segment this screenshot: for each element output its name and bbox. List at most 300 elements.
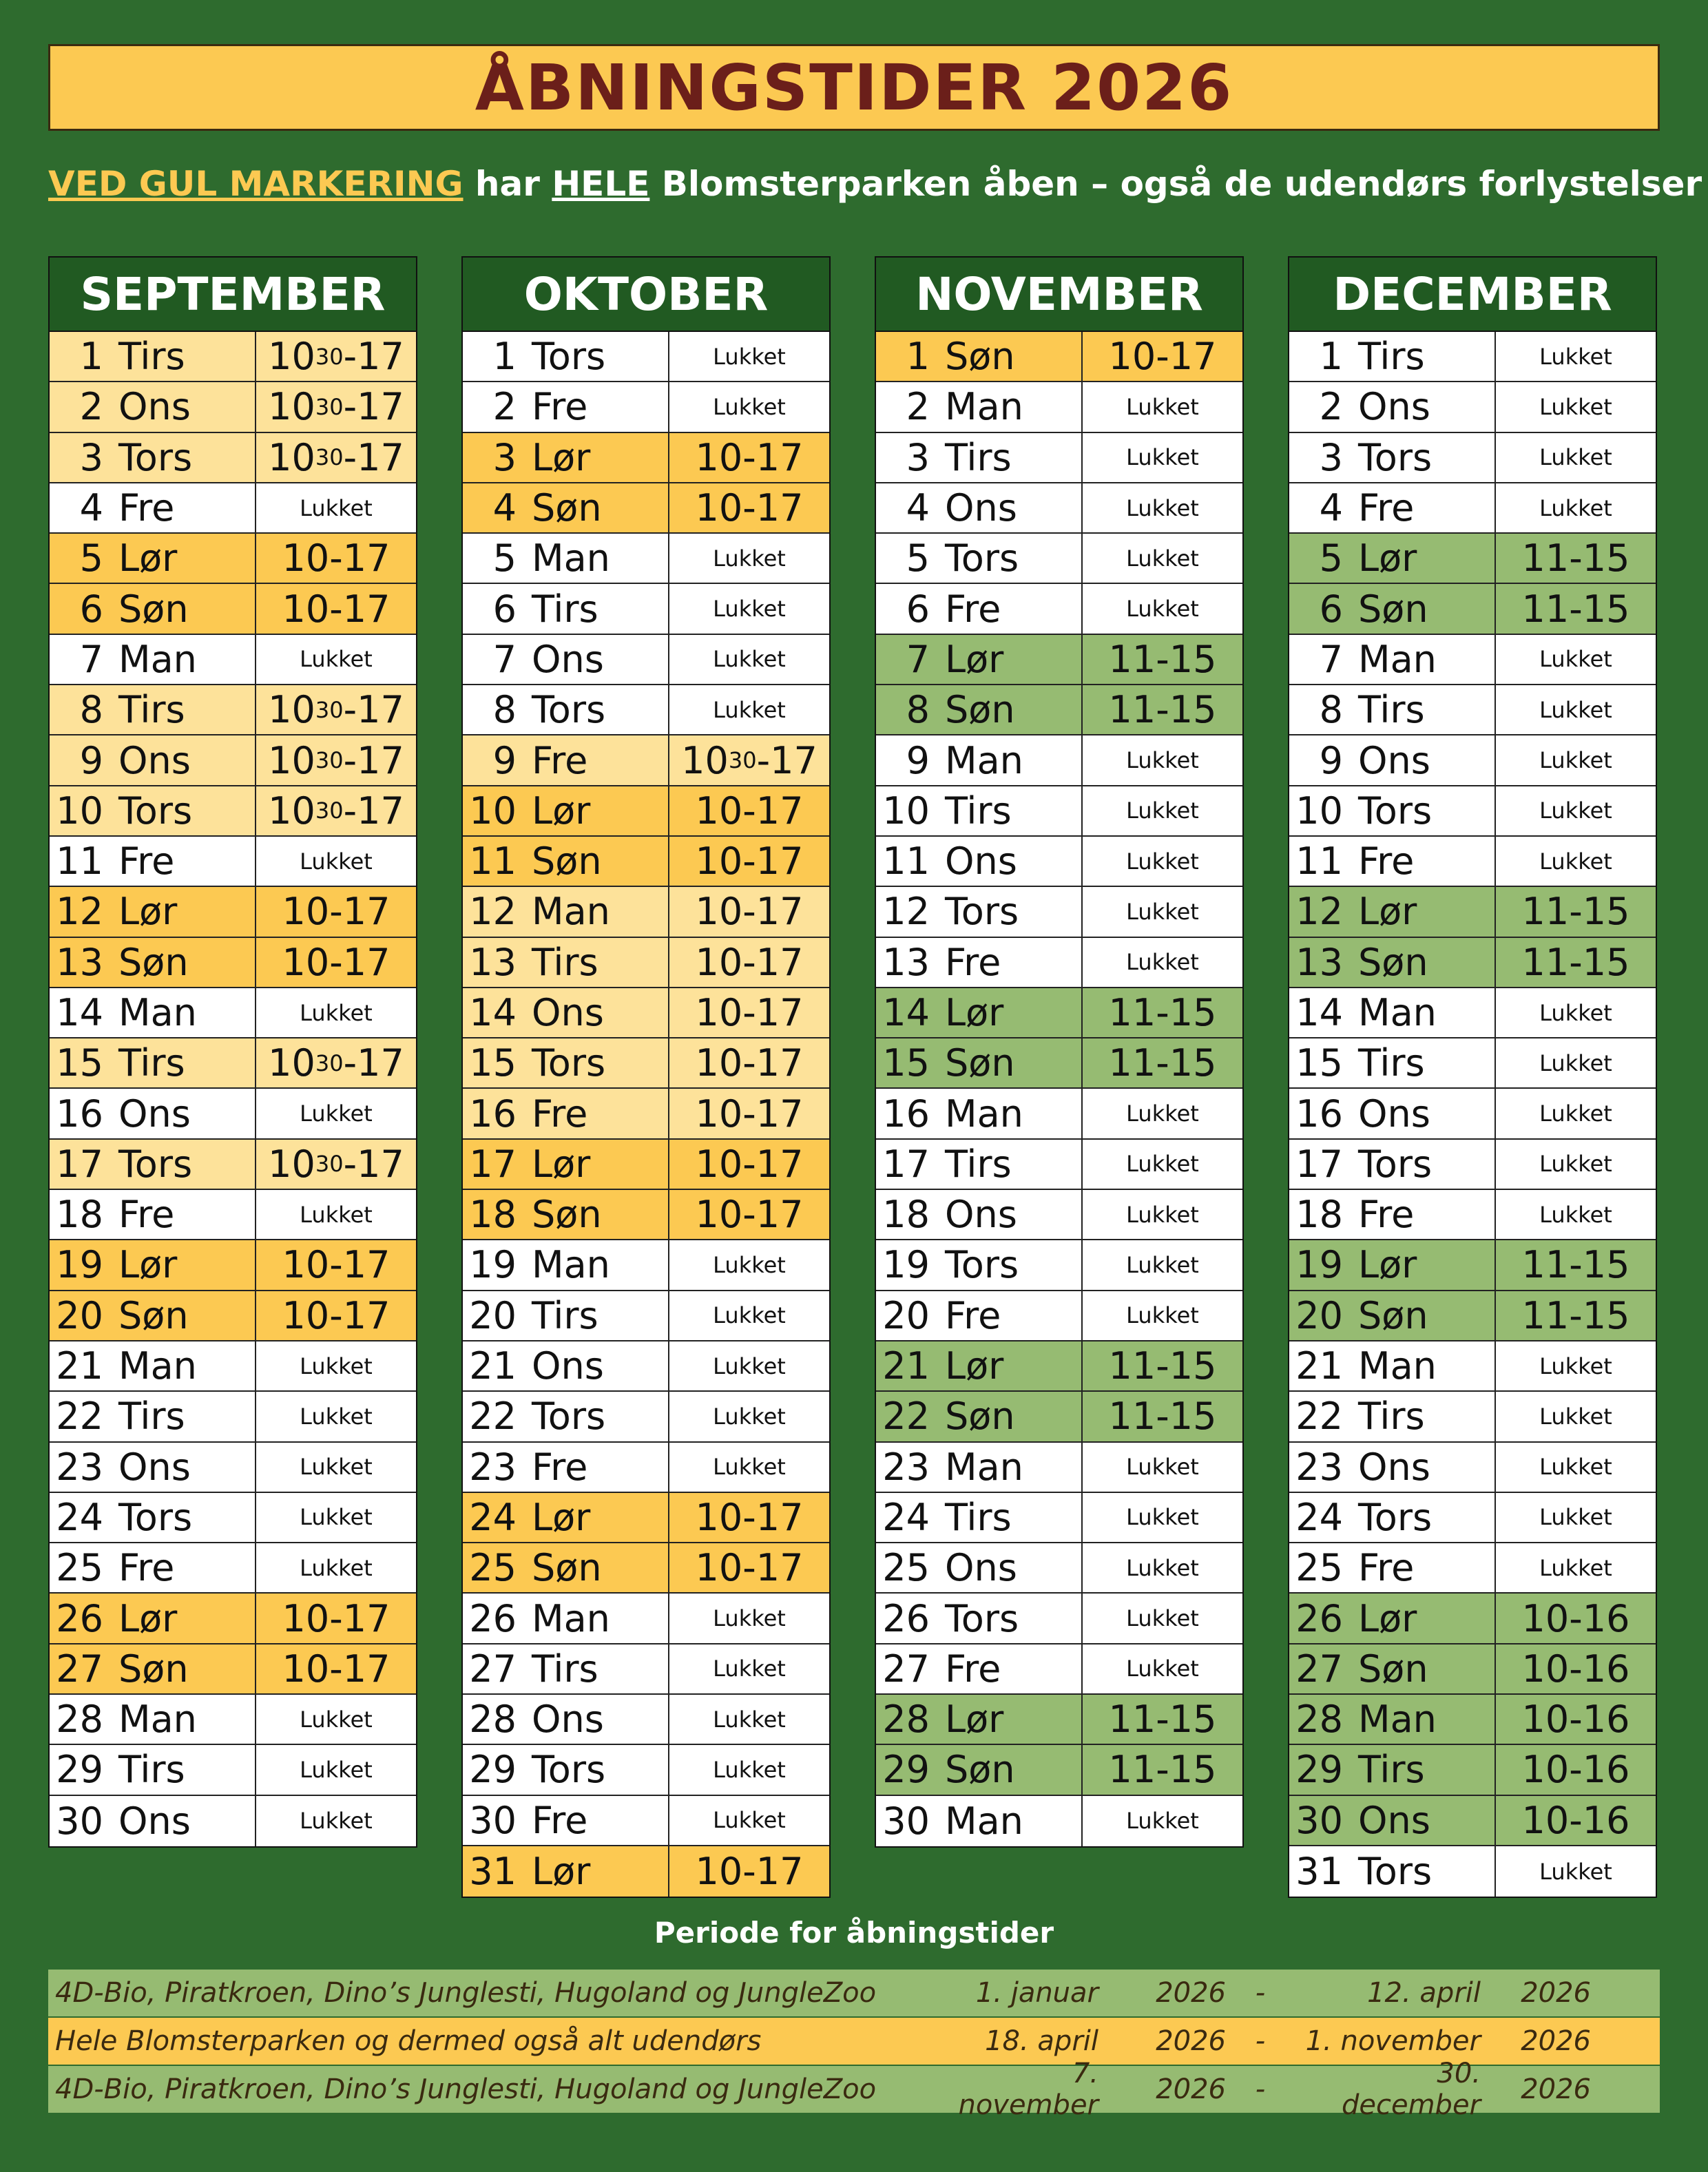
weekday-name: Tors bbox=[945, 1243, 1019, 1287]
weekday-name: Lør bbox=[532, 789, 591, 833]
day-row bbox=[50, 1543, 416, 1594]
day-number: 16 bbox=[1295, 1092, 1343, 1136]
period-start-date: 18. april bbox=[985, 2025, 1098, 2057]
day-number: 22 bbox=[882, 1395, 930, 1439]
period-start-year: 2026 bbox=[1156, 2074, 1226, 2105]
period-table bbox=[48, 1970, 1660, 2121]
day-row bbox=[876, 1291, 1242, 1341]
opening-hours: Lukket bbox=[1539, 646, 1612, 673]
day-number: 26 bbox=[469, 1596, 517, 1640]
day-row bbox=[1289, 483, 1656, 534]
day-row bbox=[1289, 1493, 1656, 1543]
day-cell bbox=[876, 1443, 1083, 1492]
weekday-name: Tirs bbox=[1358, 1041, 1425, 1085]
opening-hours: Lukket bbox=[1539, 1554, 1612, 1581]
weekday-name: Lør bbox=[945, 1344, 1004, 1388]
weekday-name: Tors bbox=[1358, 1495, 1433, 1539]
day-row bbox=[876, 635, 1242, 685]
month-table-oktober bbox=[461, 256, 831, 1898]
opening-hours: Lukket bbox=[713, 646, 786, 673]
opening-hours: Lukket bbox=[1126, 747, 1199, 774]
opening-hours: Lukket bbox=[1126, 545, 1199, 572]
period-dash: - bbox=[1255, 2025, 1266, 2057]
day-number: 30 bbox=[56, 1799, 103, 1843]
day-cell bbox=[876, 483, 1083, 532]
day-number: 3 bbox=[79, 435, 103, 479]
weekday-name: Søn bbox=[532, 839, 602, 884]
day-row bbox=[876, 534, 1242, 584]
day-cell bbox=[876, 1796, 1083, 1846]
day-number: 6 bbox=[492, 587, 517, 631]
day-row bbox=[463, 382, 829, 432]
day-cell bbox=[463, 988, 669, 1037]
opening-hours: Lukket bbox=[1126, 1656, 1199, 1682]
day-row bbox=[50, 1089, 416, 1139]
weekday-name: Tirs bbox=[532, 940, 598, 984]
day-row bbox=[1289, 1846, 1656, 1897]
day-row bbox=[1289, 938, 1656, 988]
opening-hours: 10-17 bbox=[695, 991, 804, 1034]
opening-hours: Lukket bbox=[1126, 1251, 1199, 1278]
weekday-name: Fre bbox=[1358, 1546, 1415, 1590]
day-cell bbox=[876, 1392, 1083, 1441]
opening-hours: 10 30 -17 bbox=[268, 435, 404, 479]
opening-hours: Lukket bbox=[300, 1554, 373, 1581]
opening-hours: 11-15 bbox=[1521, 940, 1630, 984]
day-cell bbox=[876, 1493, 1083, 1542]
weekday-name: Søn bbox=[118, 587, 189, 631]
opening-hours: 10-17 bbox=[695, 1142, 804, 1186]
opening-hours: Lukket bbox=[1539, 393, 1612, 420]
day-cell bbox=[1289, 1240, 1496, 1289]
day-cell bbox=[463, 1140, 669, 1189]
day-row bbox=[876, 735, 1242, 786]
opening-hours: Lukket bbox=[1539, 444, 1612, 471]
day-row bbox=[1289, 1392, 1656, 1442]
day-row bbox=[463, 1341, 829, 1392]
day-cell bbox=[876, 837, 1083, 886]
period-end-year: 2026 bbox=[1521, 2074, 1591, 2105]
subtitle-highlight: VED GUL MARKERING bbox=[48, 164, 464, 204]
weekday-name: Søn bbox=[118, 940, 189, 984]
opening-hours: 11-15 bbox=[1108, 1395, 1217, 1439]
opening-hours: 10-17 bbox=[1108, 335, 1217, 379]
opening-hours: Lukket bbox=[1539, 1201, 1612, 1228]
day-row bbox=[50, 1240, 416, 1291]
weekday-name: Søn bbox=[945, 1041, 1015, 1085]
weekday-name: Lør bbox=[1358, 890, 1417, 934]
weekday-name: Tirs bbox=[945, 789, 1012, 833]
day-cell bbox=[463, 786, 669, 835]
opening-hours: Lukket bbox=[1126, 1151, 1199, 1178]
day-row bbox=[1289, 1695, 1656, 1745]
day-number: 18 bbox=[56, 1193, 103, 1237]
day-row bbox=[1289, 1543, 1656, 1594]
day-row bbox=[1289, 1594, 1656, 1644]
day-row bbox=[876, 332, 1242, 382]
day-number: 26 bbox=[1295, 1596, 1343, 1640]
period-dash: - bbox=[1255, 2074, 1266, 2105]
weekday-name: Tirs bbox=[532, 1293, 598, 1337]
day-number: 12 bbox=[1295, 890, 1343, 934]
day-cell bbox=[1289, 1341, 1496, 1390]
day-number: 6 bbox=[79, 587, 103, 631]
opening-hours: 10-17 bbox=[282, 1293, 390, 1337]
opening-hours: 10 30 -17 bbox=[681, 738, 817, 782]
day-row bbox=[876, 786, 1242, 837]
day-cell bbox=[876, 938, 1083, 987]
weekday-name: Fre bbox=[118, 486, 175, 530]
day-cell bbox=[50, 483, 256, 532]
day-cell bbox=[1289, 685, 1496, 734]
period-start-year: 2026 bbox=[1156, 1977, 1226, 2009]
day-cell bbox=[463, 1594, 669, 1642]
day-number: 14 bbox=[1295, 991, 1343, 1034]
day-number: 9 bbox=[492, 738, 517, 782]
weekday-name: Tirs bbox=[1358, 1395, 1425, 1439]
opening-hours: 10-17 bbox=[695, 940, 804, 984]
weekday-name: Tors bbox=[118, 789, 193, 833]
weekday-name: Tirs bbox=[118, 335, 185, 379]
day-cell bbox=[50, 1493, 256, 1542]
weekday-name: Man bbox=[532, 890, 610, 934]
day-cell bbox=[1289, 1846, 1496, 1897]
day-row bbox=[876, 1695, 1242, 1745]
opening-hours: 10-17 bbox=[695, 890, 804, 934]
month-header: OKTOBER bbox=[463, 258, 829, 332]
day-row bbox=[463, 988, 829, 1038]
day-cell bbox=[463, 1745, 669, 1794]
day-cell bbox=[876, 1240, 1083, 1289]
opening-hours: Lukket bbox=[1126, 596, 1199, 623]
day-row bbox=[463, 1594, 829, 1644]
day-number: 7 bbox=[906, 637, 930, 681]
day-cell bbox=[876, 1038, 1083, 1087]
month-table-november bbox=[875, 256, 1244, 1848]
weekday-name: Man bbox=[1358, 1698, 1437, 1742]
weekday-name: Tors bbox=[532, 1748, 606, 1792]
day-number: 5 bbox=[79, 536, 103, 581]
weekday-name: Søn bbox=[945, 688, 1015, 732]
weekday-name: Tirs bbox=[945, 1142, 1012, 1186]
day-number: 12 bbox=[882, 890, 930, 934]
weekday-name: Søn bbox=[945, 1395, 1015, 1439]
day-row bbox=[1289, 988, 1656, 1038]
day-cell bbox=[50, 1594, 256, 1642]
day-number: 14 bbox=[469, 991, 517, 1034]
day-cell bbox=[876, 534, 1083, 583]
day-number: 21 bbox=[1295, 1344, 1343, 1388]
day-cell bbox=[50, 1291, 256, 1340]
day-number: 25 bbox=[56, 1546, 103, 1590]
opening-hours: Lukket bbox=[713, 1807, 786, 1834]
weekday-name: Ons bbox=[945, 839, 1017, 884]
day-number: 29 bbox=[56, 1748, 103, 1792]
day-cell bbox=[50, 735, 256, 784]
day-cell bbox=[876, 1341, 1083, 1390]
weekday-name: Man bbox=[118, 991, 197, 1034]
opening-hours: Lukket bbox=[1126, 898, 1199, 925]
day-row bbox=[50, 1291, 416, 1341]
weekday-name: Ons bbox=[118, 1092, 191, 1136]
day-number: 21 bbox=[469, 1344, 517, 1388]
weekday-name: Man bbox=[1358, 1344, 1437, 1388]
day-cell bbox=[1289, 1543, 1496, 1592]
day-row bbox=[50, 887, 416, 937]
day-number: 15 bbox=[56, 1041, 103, 1085]
day-number: 22 bbox=[469, 1395, 517, 1439]
opening-hours: Lukket bbox=[713, 1656, 786, 1682]
day-number: 15 bbox=[1295, 1041, 1343, 1085]
day-row bbox=[50, 1493, 416, 1543]
weekday-name: Tors bbox=[1358, 1142, 1433, 1186]
period-title: Periode for åbningstider bbox=[654, 1916, 1054, 1950]
day-row bbox=[463, 332, 829, 382]
day-number: 8 bbox=[1319, 688, 1343, 732]
weekday-name: Tors bbox=[945, 1596, 1019, 1640]
weekday-name: Søn bbox=[1358, 587, 1428, 631]
opening-hours: 10-16 bbox=[1521, 1798, 1630, 1842]
weekday-name: Lør bbox=[1358, 1243, 1417, 1287]
day-row bbox=[876, 584, 1242, 634]
period-description: 4D-Bio, Piratkroen, Dino’s Junglesti, Hugoland og JungleZoo bbox=[55, 2074, 877, 2105]
day-row bbox=[50, 685, 416, 735]
day-cell bbox=[463, 433, 669, 482]
day-cell bbox=[876, 584, 1083, 633]
opening-hours: Lukket bbox=[1539, 1454, 1612, 1481]
day-cell bbox=[463, 685, 669, 734]
day-number: 17 bbox=[1295, 1142, 1343, 1186]
day-row bbox=[876, 1796, 1242, 1846]
day-number: 14 bbox=[56, 991, 103, 1034]
opening-hours: Lukket bbox=[713, 1403, 786, 1430]
weekday-name: Man bbox=[118, 1698, 197, 1742]
day-row bbox=[463, 938, 829, 988]
day-number: 2 bbox=[79, 385, 103, 429]
day-row bbox=[876, 1240, 1242, 1291]
day-cell bbox=[876, 685, 1083, 734]
day-number: 6 bbox=[1319, 587, 1343, 631]
day-cell bbox=[876, 635, 1083, 684]
weekday-name: Lør bbox=[532, 1495, 591, 1539]
day-number: 28 bbox=[882, 1698, 930, 1742]
month-header: DECEMBER bbox=[1289, 258, 1656, 332]
opening-hours: Lukket bbox=[1539, 1353, 1612, 1379]
opening-hours: Lukket bbox=[1126, 949, 1199, 976]
day-cell bbox=[463, 584, 669, 633]
day-number: 24 bbox=[469, 1495, 517, 1539]
day-cell bbox=[463, 837, 669, 886]
weekday-name: Man bbox=[945, 1092, 1023, 1136]
day-number: 10 bbox=[882, 789, 930, 833]
day-number: 15 bbox=[469, 1041, 517, 1085]
day-row bbox=[876, 988, 1242, 1038]
day-row bbox=[50, 1140, 416, 1190]
opening-hours: Lukket bbox=[1539, 1504, 1612, 1531]
day-number: 4 bbox=[906, 486, 930, 530]
opening-hours: Lukket bbox=[713, 696, 786, 723]
day-cell bbox=[463, 1341, 669, 1390]
day-number: 8 bbox=[906, 688, 930, 732]
opening-hours: 10-16 bbox=[1521, 1748, 1630, 1792]
day-row bbox=[463, 1140, 829, 1190]
day-cell bbox=[1289, 1392, 1496, 1441]
day-cell bbox=[463, 483, 669, 532]
weekday-name: Fre bbox=[1358, 1193, 1415, 1237]
opening-hours: 11-15 bbox=[1108, 991, 1217, 1034]
day-cell bbox=[463, 1392, 669, 1441]
weekday-name: Tors bbox=[1358, 789, 1433, 833]
day-number: 1 bbox=[79, 335, 103, 379]
day-cell bbox=[876, 1745, 1083, 1794]
weekday-name: Fre bbox=[532, 1092, 588, 1136]
day-number: 8 bbox=[492, 688, 517, 732]
weekday-name: Tirs bbox=[118, 1748, 185, 1792]
opening-hours: Lukket bbox=[1126, 444, 1199, 471]
opening-hours: 11-15 bbox=[1521, 1243, 1630, 1287]
day-cell bbox=[876, 1140, 1083, 1189]
day-number: 2 bbox=[906, 385, 930, 429]
month-table-december bbox=[1288, 256, 1657, 1898]
day-row bbox=[876, 1190, 1242, 1240]
day-cell bbox=[876, 786, 1083, 835]
day-row bbox=[463, 837, 829, 887]
day-cell bbox=[876, 1644, 1083, 1693]
weekday-name: Fre bbox=[532, 1445, 588, 1489]
day-row bbox=[463, 635, 829, 685]
day-row bbox=[463, 1291, 829, 1341]
day-number: 16 bbox=[882, 1092, 930, 1136]
weekday-name: Man bbox=[532, 536, 610, 581]
day-cell bbox=[50, 1240, 256, 1289]
weekday-name: Tors bbox=[945, 536, 1019, 581]
day-number: 4 bbox=[492, 486, 517, 530]
weekday-name: Lør bbox=[532, 1850, 591, 1894]
weekday-name: Ons bbox=[118, 738, 191, 782]
day-number: 2 bbox=[492, 385, 517, 429]
opening-hours: Lukket bbox=[1126, 1454, 1199, 1481]
day-cell bbox=[463, 635, 669, 684]
opening-hours: 10 30 -17 bbox=[268, 738, 404, 782]
weekday-name: Tors bbox=[532, 688, 606, 732]
day-cell bbox=[463, 1796, 669, 1845]
opening-hours: Lukket bbox=[713, 1605, 786, 1632]
opening-hours: Lukket bbox=[713, 1756, 786, 1783]
day-cell bbox=[50, 1443, 256, 1492]
opening-hours: Lukket bbox=[1126, 1554, 1199, 1581]
day-number: 23 bbox=[56, 1445, 103, 1489]
day-number: 12 bbox=[56, 890, 103, 934]
day-row bbox=[876, 685, 1242, 735]
day-cell bbox=[50, 635, 256, 684]
day-cell bbox=[876, 382, 1083, 431]
opening-hours: Lukket bbox=[1539, 1151, 1612, 1178]
opening-hours: 10 30 -17 bbox=[268, 385, 404, 429]
day-cell bbox=[50, 584, 256, 633]
weekday-name: Man bbox=[945, 385, 1023, 429]
day-row bbox=[50, 1443, 416, 1493]
opening-hours: Lukket bbox=[300, 1201, 373, 1228]
day-row bbox=[50, 1745, 416, 1795]
day-row bbox=[50, 938, 416, 988]
weekday-name: Man bbox=[118, 637, 197, 681]
day-row bbox=[50, 534, 416, 584]
weekday-name: Fre bbox=[532, 385, 588, 429]
day-number: 7 bbox=[1319, 637, 1343, 681]
day-row bbox=[463, 887, 829, 937]
day-number: 13 bbox=[882, 940, 930, 984]
day-row bbox=[876, 382, 1242, 432]
day-row bbox=[50, 1644, 416, 1695]
day-number: 30 bbox=[1295, 1798, 1343, 1842]
day-cell bbox=[876, 332, 1083, 381]
weekday-name: Lør bbox=[532, 1142, 591, 1186]
day-number: 27 bbox=[882, 1647, 930, 1691]
opening-hours: Lukket bbox=[300, 1403, 373, 1430]
opening-hours: 11-15 bbox=[1108, 1041, 1217, 1085]
day-cell bbox=[50, 1190, 256, 1239]
day-row bbox=[463, 1443, 829, 1493]
opening-hours: Lukket bbox=[713, 545, 786, 572]
day-number: 20 bbox=[882, 1293, 930, 1337]
weekday-name: Lør bbox=[118, 536, 178, 581]
weekday-name: Tors bbox=[532, 1395, 606, 1439]
day-number: 29 bbox=[469, 1748, 517, 1792]
day-number: 31 bbox=[469, 1850, 517, 1894]
day-number: 19 bbox=[1295, 1243, 1343, 1287]
opening-hours: 10-17 bbox=[695, 1193, 804, 1237]
day-number: 22 bbox=[56, 1395, 103, 1439]
day-cell bbox=[50, 1392, 256, 1441]
day-row bbox=[876, 887, 1242, 937]
weekday-name: Søn bbox=[945, 335, 1015, 379]
opening-hours: Lukket bbox=[1126, 1605, 1199, 1632]
opening-hours: 11-15 bbox=[1521, 587, 1630, 631]
period-description: 4D-Bio, Piratkroen, Dino’s Junglesti, Hugoland og JungleZoo bbox=[55, 1977, 877, 2009]
day-number: 10 bbox=[56, 789, 103, 833]
day-cell bbox=[463, 1493, 669, 1542]
opening-hours: Lukket bbox=[1126, 1201, 1199, 1228]
weekday-name: Tors bbox=[945, 890, 1019, 934]
weekday-name: Ons bbox=[945, 1546, 1017, 1590]
day-number: 9 bbox=[1319, 738, 1343, 782]
weekday-name: Søn bbox=[1358, 940, 1428, 984]
opening-hours: Lukket bbox=[300, 1808, 373, 1835]
opening-hours: Lukket bbox=[300, 999, 373, 1026]
day-row bbox=[50, 332, 416, 382]
weekday-name: Man bbox=[532, 1243, 610, 1287]
weekday-name: Fre bbox=[118, 1546, 175, 1590]
day-number: 11 bbox=[882, 839, 930, 884]
day-cell bbox=[463, 1190, 669, 1239]
period-start-date: 1. januar bbox=[975, 1977, 1098, 2009]
day-number: 1 bbox=[492, 335, 517, 379]
opening-hours: 11-15 bbox=[1108, 1344, 1217, 1388]
day-row bbox=[463, 1543, 829, 1594]
weekday-name: Tors bbox=[1358, 1850, 1433, 1894]
day-row bbox=[1289, 837, 1656, 887]
day-row bbox=[1289, 1038, 1656, 1089]
period-description: Hele Blomsterparken og dermed også alt udendørs bbox=[55, 2025, 762, 2057]
day-cell bbox=[1289, 1644, 1496, 1693]
day-number: 19 bbox=[56, 1243, 103, 1287]
day-row bbox=[1289, 1089, 1656, 1139]
day-row bbox=[463, 1240, 829, 1291]
opening-hours: 10-16 bbox=[1521, 1647, 1630, 1691]
opening-hours: Lukket bbox=[1539, 696, 1612, 723]
weekday-name: Tirs bbox=[945, 435, 1012, 479]
opening-hours: Lukket bbox=[1126, 797, 1199, 824]
